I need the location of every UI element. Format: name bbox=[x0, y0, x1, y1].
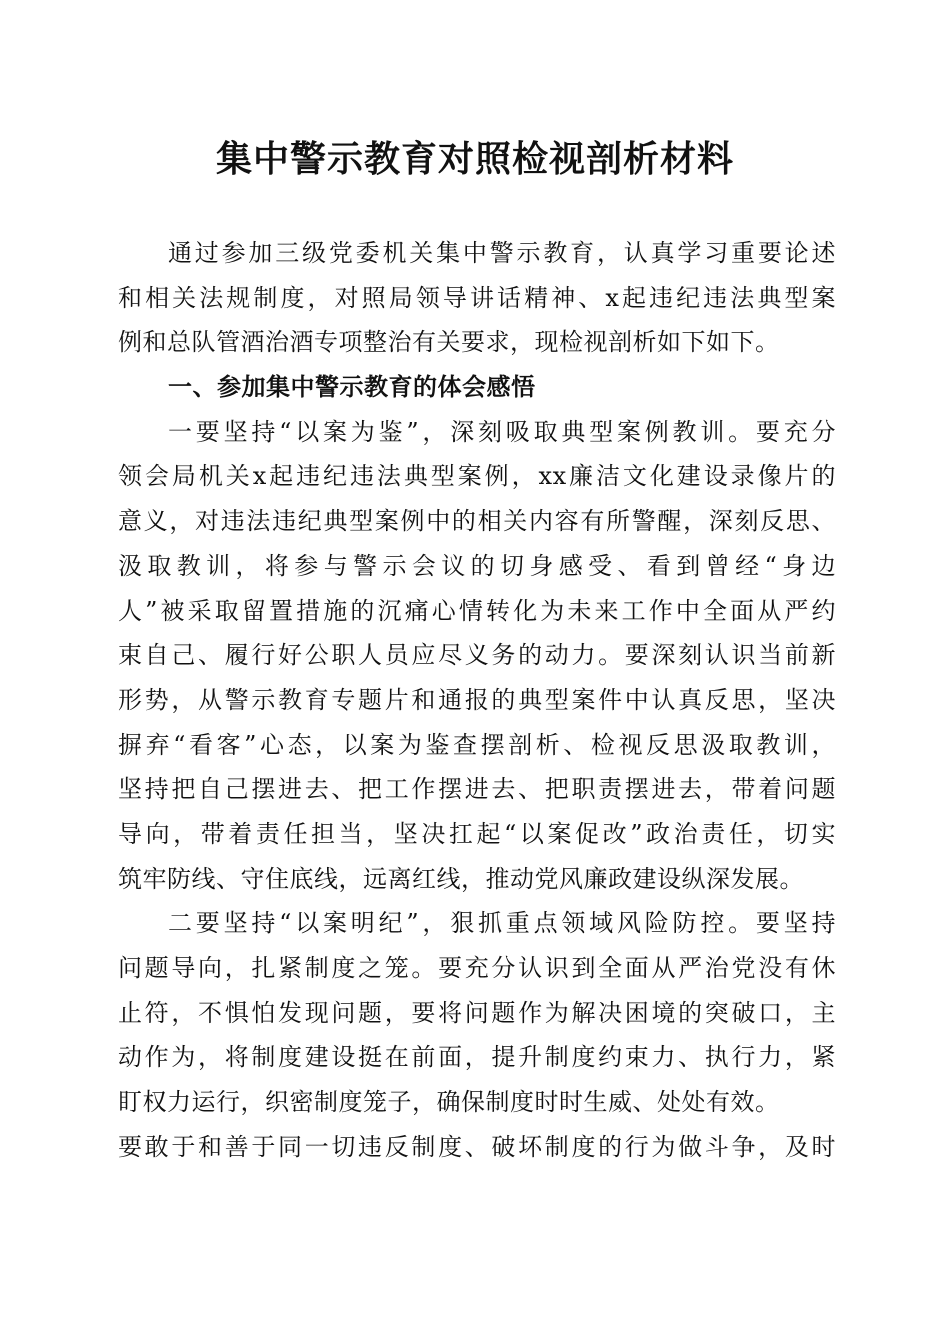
paragraph-line: 导向，带着责任担当，坚决扛起“以案促改”政治责任，切实 bbox=[118, 819, 836, 848]
paragraph-line: 要敢于和善于同一切违反制度、破坏制度的行为做斗争，及时 bbox=[118, 1132, 836, 1161]
paragraph-line: 领会局机关x起违纪违法典型案例，xx廉洁文化建设录像片的 bbox=[118, 462, 836, 491]
paragraph-line: 意义，对违法违纪典型案例中的相关内容有所警醒，深刻反思、 bbox=[118, 507, 836, 536]
paragraph-line: 通过参加三级党委机关集中警示教育，认真学习重要论述 bbox=[168, 239, 836, 267]
document-body bbox=[118, 231, 836, 1169]
paragraph-line: 止符，不惧怕发现问题，要将问题作为解决困境的突破口，主 bbox=[118, 998, 836, 1027]
paragraph-line: 一要坚持“以案为鉴”，深刻吸取典型案例教训。要充分 bbox=[168, 417, 836, 446]
paragraph-line: 例和总队管酒治酒专项整治有关要求，现检视剖析如下如下。 bbox=[118, 328, 780, 357]
paragraph-line: 汲取教训，将参与警示会议的切身感受、看到曾经“身边 bbox=[118, 551, 836, 580]
paragraph-line: 摒弃“看客”心态，以案为鉴查摆剖析、检视反思汲取教训， bbox=[118, 730, 836, 759]
paragraph-line: 二要坚持“以案明纪”，狠抓重点领域风险防控。要坚持 bbox=[168, 909, 836, 938]
paragraph-line: 盯权力运行，织密制度笼子，确保制度时时生威、处处有效。 bbox=[118, 1088, 780, 1117]
section-heading: 一、参加集中警示教育的体会感悟 bbox=[168, 373, 536, 402]
paragraph-line: 筑牢防线、守住底线，远离红线，推动党风廉政建设纵深发展。 bbox=[118, 864, 804, 893]
paragraph-line: 形势，从警示教育专题片和通报的典型案件中认真反思，坚决 bbox=[118, 685, 836, 714]
paragraph-line: 坚持把自己摆进去、把工作摆进去、把职责摆进去，带着问题 bbox=[118, 775, 836, 804]
document-title: 集中警示教育对照检视剖析材料 bbox=[215, 139, 734, 180]
paragraph-line: 人”被采取留置措施的沉痛心情转化为未来工作中全面从严约 bbox=[118, 596, 836, 625]
paragraph-line: 束自己、履行好公职人员应尽义务的动力。要深刻认识当前新 bbox=[118, 641, 836, 670]
paragraph-line: 动作为，将制度建设挺在前面，提升制度约束力、执行力，紧 bbox=[118, 1043, 836, 1072]
paragraph-line: 和相关法规制度，对照局领导讲话精神、x起违纪违法典型案 bbox=[118, 283, 836, 312]
paragraph-line: 问题导向，扎紧制度之笼。要充分认识到全面从严治党没有休 bbox=[118, 954, 836, 982]
